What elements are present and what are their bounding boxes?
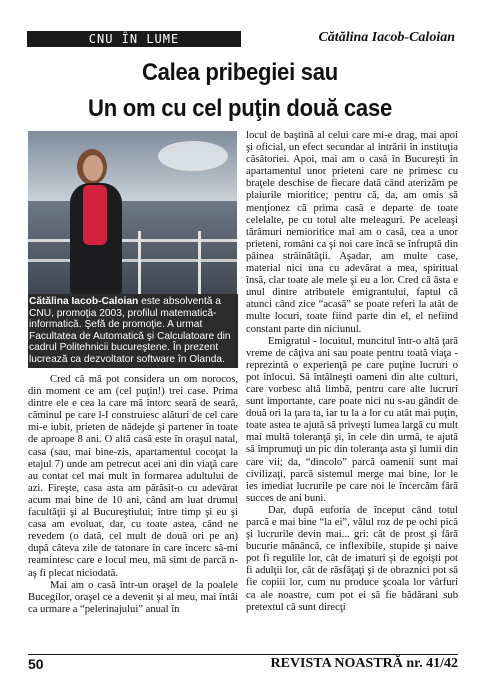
photo-railing-post [138,231,141,294]
author-photo [28,131,237,294]
paragraph: Emigratul - locuitul, muncitul într-o altă ţară vreme de câţiva ani sau poate pentru toată viaţa - reprezintă o experienţă pe care puţine lucruri o pot înlocui. Să întâlneşti oameni din alte culturi, care vorbesc altă limbă, pentru care alte lucruri sunt importante, care poate nici nu s-au gândit de două ori la ţara ta, iar tu la a lor cu atât mai puţin, toate astea te ajută să priveşti lumea largă cu mult mai multă toleranţă şi, în cele din urmă, te ajută să împrumuţi un pic din toleranţa asta şi lumii din care vii; da, “dincolo” parcă oamenii sunt mai civilizaţi, parcă sistemul merge mai bine, lor le ies imediat lucrurile pe care noi le încercăm fără succes de ani buni. [246,335,458,504]
paragraph: Dar, după euforia de început când totul parcă e mai bine “la ei”, vălul roz de pe ochi pică şi lucrurile devin mai... gri: cât de prost şi fără bucurie mănâncă, ce inflexibile, stupide şi naive pot fi regulile lor, cât de imaturi şi de egoişti pot fi adulţii lor, cât de răsfăţaţi şi de obraznici pot să fie copiii lor, cum nu produce şcoala lor vârfuri ca ale noastre, cum pot ei să fie bădărani sub pretextul că sunt direcţi [246,504,458,613]
caption-text: este absolventă a CNU, promoţia 2003, profilul matematică-informatică. Şefă de promoţie. A urmat Facultatea de Automatică şi Calculatoare din cadrul Politehnicii bucureştene. În prezent lucrează ca dezvoltator software în Olanda. [29,296,231,365]
left-column [28,374,238,616]
publication-footer: REVISTA NOASTRĂ nr. 41/42 [270,656,458,671]
section-banner: CNU ÎN LUME [27,31,241,47]
photo-caption [29,296,238,366]
paragraph: locul de baştină al celui care mi-e drag, mai apoi şi oficial, un efect secundar al intrării în instituţia căsătoriei. Apoi, mai am o casă în Bucureşti în apartamentul unor prieteni care ne primesc cu braţele deschise de fiecare dată când aterizăm pe plaiurile mioritice; pentru că, da, am omis să menţionez că prima casă e departe de toate celelalte, pe cu totul alte meleaguri. Pe aceleaşi tărâmuri nemioritice mai am o casă, cea a unor prieteni, români ca şi noi care încă se înfruptă din pâinea străinătăţii. Aşadar, am multe case, material nici una cu adevărat a mea, spiritual însă, clar toate ale mele şi eu a lor. Cred că ăsta e unul dintre atributele emigrantului, faptul că atunci când zice “acasă” se poate referi la atât de multe locuri, toate fiind parte din el, el nefiind constant parte din niciunul. [246,130,458,335]
photo-sea [28,201,237,294]
photo-railing-lower [28,259,237,262]
author-name: Cătălina Iacob-Caloian [318,30,455,45]
paragraph: Cred că mă pot considera un om norocos, din moment ce am (cel puţin!) trei case. Prima dintre ele e cea la care mă întorc seară de seară, căminul pe care l-I construiesc alături de cel care mi-e iubit, prieten de nădejde şi partener în toate de aproape 8 ani. O altă casă este în oraşul natal, casa (sau, mai bine-zis, apartamentul cocoţat la etajul 7) unde am petrecut acei ani din viaţă care au contat cel mai mult în formarea adultului de azi. Fireşte, casa asta am părăsit-o cu adevărat acum mai bine de 10 ani, când am luat drumul facultăţii şi al Bucureştiului; între timp şi eu şi casa am evoluat, dar, cu toate astea, când ne revedem (o dată, cel mult de două ori pe an) după câteva zile de tatonare în care încerc să-mi reamintesc care e locul meu, mă simt de parcă n-aş fi plecat niciodată. [28,374,238,579]
paragraph: Mai am o casă într-un oraşel de la poalele Bucegilor, oraşel ce a devenit şi al meu, mai întâi ca urmare a “pelerinajului” anual în [28,579,238,615]
right-column [246,130,458,614]
article-title-line-2: Un om cu cel puţin două case [88,95,392,122]
article-title-line-1: Calea pribegiei sau [141,59,339,86]
photo-person-face [83,155,103,181]
photo-railing [28,239,237,242]
photo-railing-post [198,231,201,294]
photo-person-scarf [83,185,107,245]
caption-author-name: Cătălina Iacob-Caloian [29,296,139,307]
photo-cloud [158,141,228,171]
page-number: 50 [28,656,44,672]
